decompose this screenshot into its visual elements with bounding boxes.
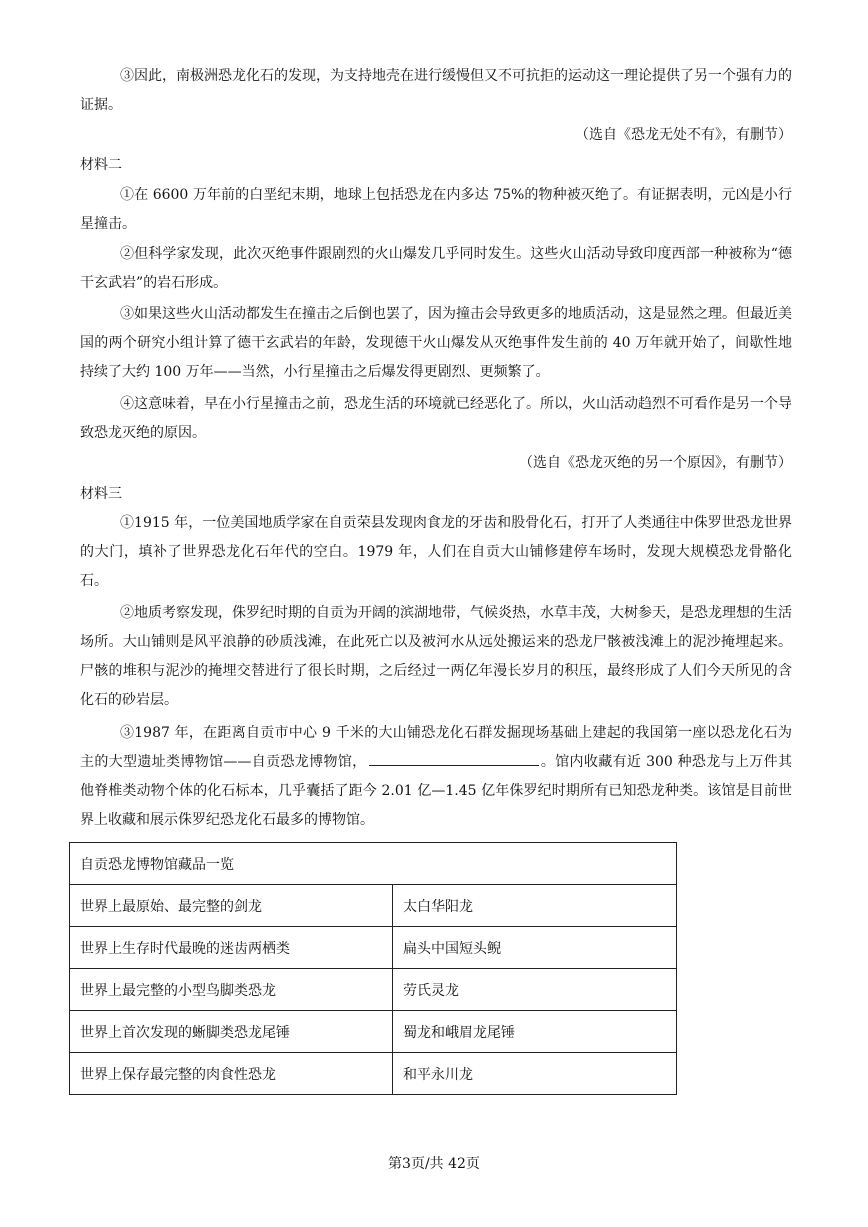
material3-paragraph-3-before-blank: ③1987 年，在距离自贡市中心 9 千米的大山铺恐龙化石群发掘现场基础上建起的我国第一座以恐龙化石为主的大型遗址类博物馆——自贡恐龙博物馆， <box>80 725 792 770</box>
material2-heading: 材料二 <box>80 157 122 173</box>
material1-paragraph-3: ③因此，南极洲恐龙化石的发现，为支持地壳在进行缓慢但又不可抗拒的运动这一理论提供了另一个强有力的证据。 <box>80 68 792 113</box>
table-row <box>70 1011 677 1053</box>
table-row <box>70 885 677 927</box>
material2-paragraph-1: ①在 6600 万年前的白垩纪末期，地球上包括恐龙在内多达 75%的物种被灭绝了。有证据表明，元凶是小行星撞击。 <box>80 187 792 232</box>
material2-paragraph-2: ②但科学家发现，此次灭绝事件跟剧烈的火山爆发几乎同时发生。这些火山活动导致印度西部一种被称为“德干玄武岩”的岩石形成。 <box>80 246 792 291</box>
material2-paragraph-4: ④这意味着，早在小行星撞击之前，恐龙生活的环境就已经恶化了。所以，火山活动趋烈不可看作是另一个导致恐龙灭绝的原因。 <box>80 396 792 441</box>
material3-paragraph-3 <box>80 719 792 835</box>
table-cell-desc: 世界上首次发现的蜥脚类恐龙尾锤 <box>70 1011 393 1053</box>
table-row <box>70 927 677 969</box>
material3-paragraph-2: ②地质考察发现，侏罗纪时期的自贡为开阔的滨湖地带，气候炎热，水草丰茂，大树参天，是恐龙理想的生活场所。大山铺则是风平浪静的砂质浅滩，在此死亡以及被河水从远处搬运来的恐龙尸骸被浅滩上的泥沙掩埋起来。尸骸的堆积与泥沙的掩埋交替进行了很长时期，之后经过一两亿年漫长岁月的积压，最终形成了人们今天所见的含化石的砂岩层。 <box>80 605 792 708</box>
table-cell-desc: 世界上生存时代最晚的迷齿两栖类 <box>70 927 393 969</box>
table-cell-name: 和平永川龙 <box>393 1053 677 1095</box>
table-row <box>70 969 677 1011</box>
table-cell-name: 太白华阳龙 <box>393 885 677 927</box>
material3-paragraph-3-after-blank: 。馆内收藏有近 300 种恐龙与上万件其他脊椎类动物个体的化石标本，几乎囊括了距今 2.01 亿—1.45 亿年侏罗纪时期所有已知恐龙种类。该馆是目前世界上收藏和展示侏罗纪恐龙化石最多的博物馆。 <box>80 754 792 828</box>
table-cell-name: 蜀龙和峨眉龙尾锤 <box>393 1011 677 1053</box>
collection-table <box>69 842 677 1095</box>
table-title: 自贡恐龙博物馆藏品一览 <box>70 843 677 885</box>
material2-paragraph-3: ③如果这些火山活动都发生在撞击之后倒也罢了，因为撞击会导致更多的地质活动，这是显然之理。但最近美国的两个研究小组计算了德干玄武岩的年龄，发现德干火山爆发从灭绝事件发生前的 40 万年就开始了，间歇性地持续了大约 100 万年——当然，小行星撞击之后爆发得更剧烈、更频繁了。 <box>80 306 792 380</box>
material1-source: （选自《恐龙无处不有》，有删节） <box>575 127 792 143</box>
material2-source: （选自《恐龙灭绝的另一个原因》，有删节） <box>519 455 792 471</box>
page-number: 第3页/共 42页 <box>388 1156 480 1172</box>
table-row <box>70 1053 677 1095</box>
table-cell-desc: 世界上最原始、最完整的剑龙 <box>70 885 393 927</box>
table-title-row <box>70 843 677 885</box>
fill-in-blank <box>369 749 539 766</box>
table-cell-desc: 世界上保存最完整的肉食性恐龙 <box>70 1053 393 1095</box>
table-cell-desc: 世界上最完整的小型鸟脚类恐龙 <box>70 969 393 1011</box>
material3-heading: 材料三 <box>80 486 122 502</box>
table-cell-name: 劳氏灵龙 <box>393 969 677 1011</box>
table-cell-name: 扁头中国短头鲵 <box>393 927 677 969</box>
material3-paragraph-1: ①1915 年，一位美国地质学家在自贡荣县发现肉食龙的牙齿和股骨化石，打开了人类通往中侏罗世恐龙世界的大门，填补了世界恐龙化石年代的空白。1979 年，人们在自贡大山铺修建停车场时，发现大规模恐龙骨骼化石。 <box>80 515 792 589</box>
